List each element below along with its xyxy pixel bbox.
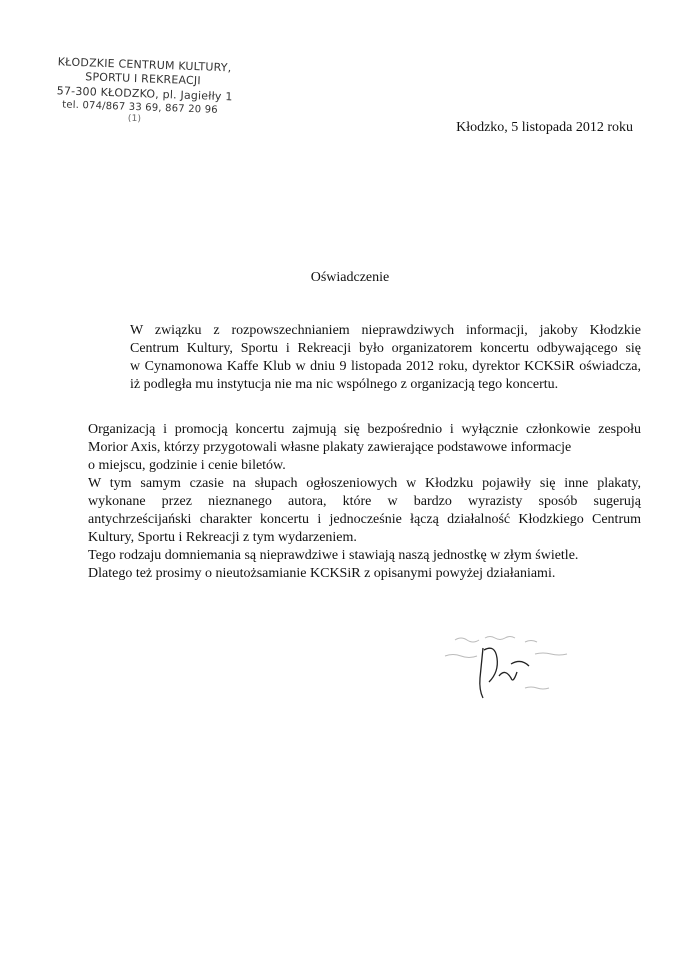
paragraph-line: Tego rodzaju domniemania są nieprawdziwe i stawiają naszą jednostkę w złym świetle. <box>88 548 579 563</box>
paragraph-statement <box>88 322 641 394</box>
paragraph-line: Centrum Kultury, Sportu i Rekreacji było organizatorem koncertu odbywającego się <box>130 341 641 356</box>
institution-stamp <box>50 55 250 125</box>
letter-date: Kłodzko, 5 listopada 2012 roku <box>456 120 633 135</box>
document-title: Oświadczenie <box>310 270 390 285</box>
paragraph-line: antychrześcijański charakter koncertu i jednocześnie łączą działalność Kłodzkiego Centrum <box>88 512 641 527</box>
director-signature <box>425 628 605 708</box>
stamp-line-phone: tel. 074/867 33 69, 867 20 96 <box>62 99 218 116</box>
paragraph-details <box>88 421 641 583</box>
paragraph-line: wykonane przez nieznanego autora, które w bardzo wyrazisty sposób sugerują <box>88 494 641 509</box>
paragraph-line: iż podległa mu instytucja nie ma nic wspólnego z organizacją tego koncertu. <box>130 377 559 392</box>
paragraph-line: Organizacją i promocją koncertu zajmują się bezpośrednio i wyłącznie członkowie zespołu <box>88 422 641 437</box>
paragraph-line: W tym samym czasie na słupach ogłoszeniowych w Kłodzku pojawiły się inne plakaty, <box>88 476 641 491</box>
paragraph-line: Morior Axis, którzy przygotowali własne plakaty zawierające podstawowe informacje <box>88 440 572 455</box>
paragraph-line: Dlatego też prosimy o nieutożsamianie KCKSiR z opisanymi powyżej działaniami. <box>88 566 556 581</box>
stamp-line-address: 57-300 KŁODZKO, pl. Jagiełły 1 <box>56 84 233 104</box>
paragraph-line: W związku z rozpowszechnianiem nieprawdziwych informacji, jakoby Kłodzkie <box>130 323 641 338</box>
paragraph-line: o miejscu, godzinie i cenie biletów. <box>88 458 286 473</box>
stamp-line-code: (1) <box>127 113 142 125</box>
paragraph-line: w Cynamonowa Kaffe Klub w dniu 9 listopada 2012 roku, dyrektor KCKSiR oświadcza, <box>130 359 641 374</box>
stamp-line-name: KŁODZKIE CENTRUM KULTURY, <box>57 55 232 75</box>
paragraph-line: Kultury, Sportu i Rekreacji z tym wydarzeniem. <box>88 530 357 545</box>
stamp-line-name-cont: SPORTU I REKREACJI <box>85 70 202 88</box>
